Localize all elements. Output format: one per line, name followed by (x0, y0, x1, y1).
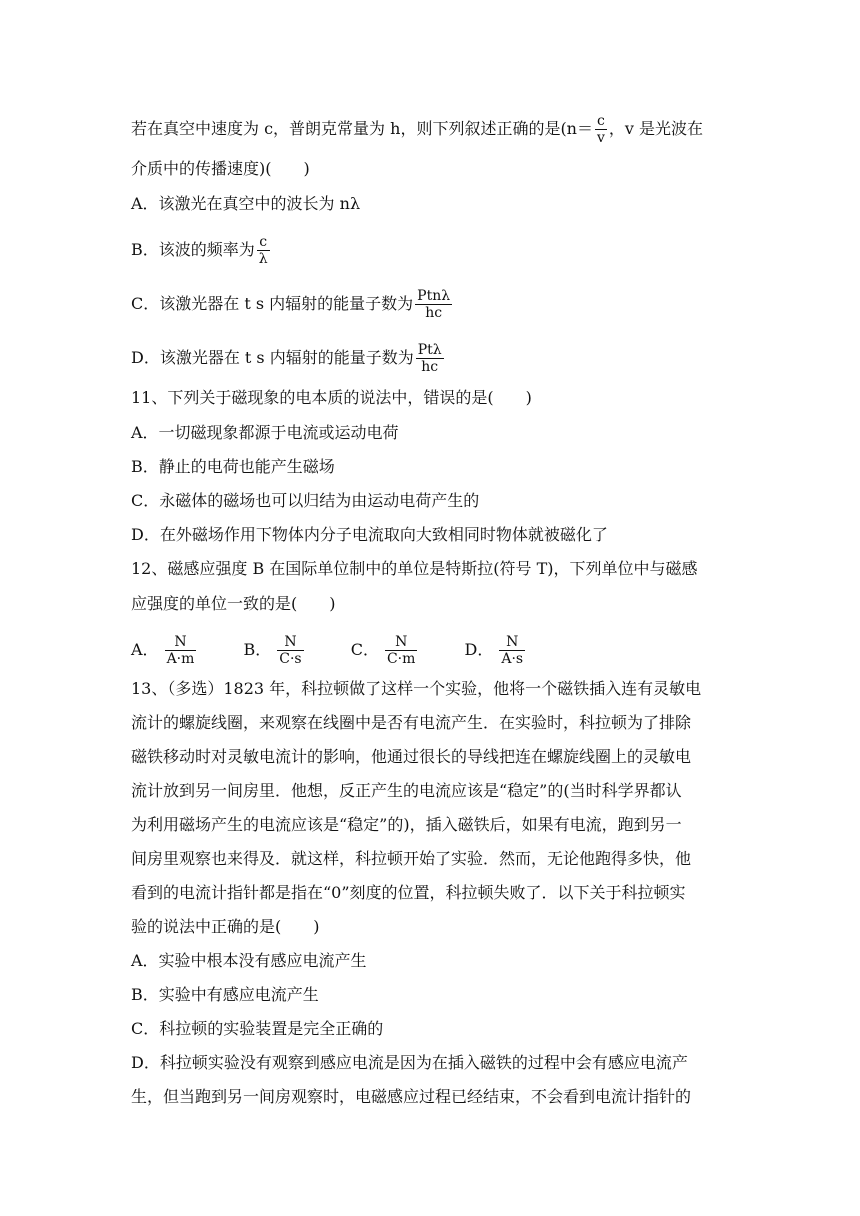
q10-line-1-text: 若在真空中速度为 c，普朗克常量为 h，则下列叙述正确的是(n＝ (131, 119, 593, 138)
fraction-n-over-a-m: $\frac{N}{A\cdot m}$ (166, 634, 195, 667)
fraction-ptnlambda-over-hc: $\frac{\text{Ptnλ}}{hc}$ (417, 288, 451, 321)
fraction-ptlambda-over-hc: $\frac{\text{Ptλ}}{hc}$ (417, 342, 442, 375)
q12-options (131, 634, 567, 667)
q12-option-a: A． $\frac{N}{A\cdot m}$ (131, 634, 195, 667)
q10-line-1 (131, 113, 704, 146)
q10-option-a: A．该激光在真空中的波长为 nλ (131, 194, 361, 213)
q13-option-d-line-2: 生，但当跑到另一间房观察时，电磁感应过程已经结束，不会看到电流计指针的 (131, 1087, 692, 1106)
q11-option-c: C．永磁体的磁场也可以归结为由运动电荷产生的 (131, 491, 480, 510)
q11-option-d: D．在外磁场作用下物体内分子电流取向大致相同时物体就被磁化了 (131, 525, 608, 544)
fraction-n-over-c-m: $\frac{N}{C\cdot m}$ (386, 634, 416, 667)
q11-option-a: A．一切磁现象都源于电流或运动电荷 (131, 423, 399, 442)
q10-option-b: B．该波的频率为 $\frac{c}{\lambda}$ (131, 234, 268, 267)
fraction-c-over-lambda: $\frac{c}{\lambda}$ (258, 234, 268, 267)
fraction-n-equals-c-over-v: $\frac{c}{v}$ (597, 113, 605, 146)
q13-stem-line-5: 为利用磁场产生的电流应该是“稳定”的)，插入磁铁后，如果有电流，跑到另一 (131, 815, 682, 834)
q12-option-c: C． $\frac{N}{C\cdot m}$ (350, 634, 416, 667)
q12-option-d: D． $\frac{N}{A\cdot s}$ (464, 634, 524, 667)
q13-stem-line-8: 验的说法中正确的是( ) (131, 917, 320, 936)
q11-stem: 11、下列关于磁现象的电本质的说法中，错误的是( ) (131, 388, 532, 407)
q13-stem-line-2: 流计的螺旋线圈，来观察在线圈中是否有电流产生．在实验时，科拉顿为了排除 (131, 713, 692, 732)
q12-stem-2: 应强度的单位一致的是( ) (131, 594, 336, 613)
q12-option-b: B． $\frac{N}{C\cdot s}$ (243, 634, 302, 667)
fraction-n-over-c-s: $\frac{N}{C\cdot s}$ (279, 634, 302, 667)
q10-line-2: 介质中的传播速度)( ) (131, 159, 310, 178)
fraction-n-over-a-s: $\frac{N}{A\cdot s}$ (501, 634, 524, 667)
q10-option-c: C．该激光器在 t s 内辐射的能量子数为 $\frac{\text{Ptnλ}}{hc}$ (131, 288, 451, 321)
q12-stem-1: 12、磁感应强度 B 在国际单位制中的单位是特斯拉(符号 T)，下列单位中与磁感 (131, 559, 698, 578)
q13-option-a: A．实验中根本没有感应电流产生 (131, 951, 367, 970)
q13-stem-line-7: 看到的电流计指针都是指在“0”刻度的位置，科拉顿失败了．以下关于科拉顿实 (131, 883, 686, 902)
q13-stem-line-1: 13、（多选）1823 年，科拉顿做了这样一个实验，他将一个磁铁插入连有灵敏电 (131, 679, 702, 698)
q10-option-d: D．该激光器在 t s 内辐射的能量子数为 $\frac{\text{Ptλ}}{hc}$ (131, 342, 442, 375)
q11-option-b: B．静止的电荷也能产生磁场 (131, 457, 335, 476)
q13-option-b: B．实验中有感应电流产生 (131, 985, 319, 1004)
q13-option-c: C．科拉顿的实验装置是完全正确的 (131, 1019, 384, 1038)
q10-line-1-tail: ，v 是光波在 (608, 119, 704, 138)
q13-stem-line-4: 流计放到另一间房里．他想，反正产生的电流应该是“稳定”的(当时科学界都认 (131, 781, 682, 800)
q13-stem-line-6: 间房里观察也来得及．就这样，科拉顿开始了实验．然而，无论他跑得多快，他 (131, 849, 692, 868)
q13-option-d-line-1: D．科拉顿实验没有观察到感应电流是因为在插入磁铁的过程中会有感应电流产 (131, 1053, 688, 1072)
q13-stem-line-3: 磁铁移动时对灵敏电流计的影响，他通过很长的导线把连在螺旋线圈上的灵敏电 (131, 747, 692, 766)
